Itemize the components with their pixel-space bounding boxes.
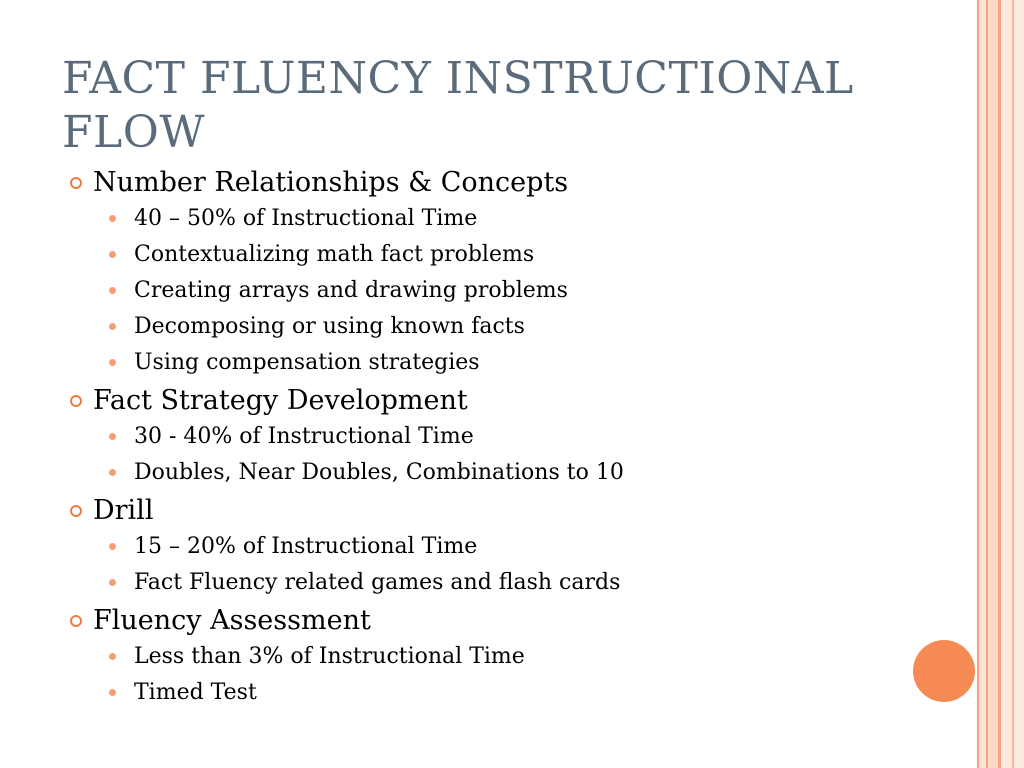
list-item-text: 30 - 40% of Instructional Time [134,424,474,449]
list-item-text: Fact Fluency related games and flash cards [134,570,621,595]
list-item [62,639,942,675]
list-item [62,565,942,601]
list-item-text: Creating arrays and drawing problems [134,278,568,303]
list-item [62,237,942,273]
dot-bullet-icon [109,287,116,294]
section-heading [62,164,942,201]
dot-bullet-icon [109,433,116,440]
dot-bullet-icon [109,251,116,258]
list-item [62,529,942,565]
list-item-text: 40 – 50% of Instructional Time [134,206,478,231]
section-heading [62,382,942,419]
list-item [62,345,942,381]
list-item [62,419,942,455]
section-heading-text: Fact Strategy Development [93,385,468,416]
dot-bullet-icon [109,359,116,366]
dot-bullet-icon [109,653,116,660]
dot-bullet-icon [109,469,116,476]
section-heading [62,492,942,529]
list-item-text: Using compensation strategies [134,350,480,375]
slide-title [62,52,882,160]
list-item [62,201,942,237]
list-item-text: Decomposing or using known facts [134,314,525,339]
slide-title-line-2: FLOW [62,107,206,158]
decorative-border-stripe [1012,0,1014,768]
decorative-border-stripe [988,0,998,768]
list-item-text: Doubles, Near Doubles, Combinations to 10 [134,460,624,485]
list-item [62,273,942,309]
decorative-border-stripe [979,0,986,768]
bullet-list [62,164,942,711]
section-heading-text: Drill [93,495,154,526]
slide-title-line-1: FACT FLUENCY INSTRUCTIONAL [62,53,854,104]
list-item-text: Less than 3% of Instructional Time [134,644,525,669]
dot-bullet-icon [109,579,116,586]
ring-bullet-icon [70,177,82,189]
ring-bullet-icon [70,505,82,517]
dot-bullet-icon [109,543,116,550]
list-item-text: Timed Test [134,680,257,705]
section-heading-text: Fluency Assessment [93,605,371,636]
list-item [62,675,942,711]
dot-bullet-icon [109,323,116,330]
dot-bullet-icon [109,215,116,222]
ring-bullet-icon [70,615,82,627]
list-item-text: 15 – 20% of Instructional Time [134,534,478,559]
section-heading-text: Number Relationships & Concepts [93,167,569,198]
list-item [62,455,942,491]
list-item [62,309,942,345]
list-item-text: Contextualizing math fact problems [134,242,535,267]
dot-bullet-icon [109,689,116,696]
ring-bullet-icon [70,395,82,407]
section-heading [62,602,942,639]
